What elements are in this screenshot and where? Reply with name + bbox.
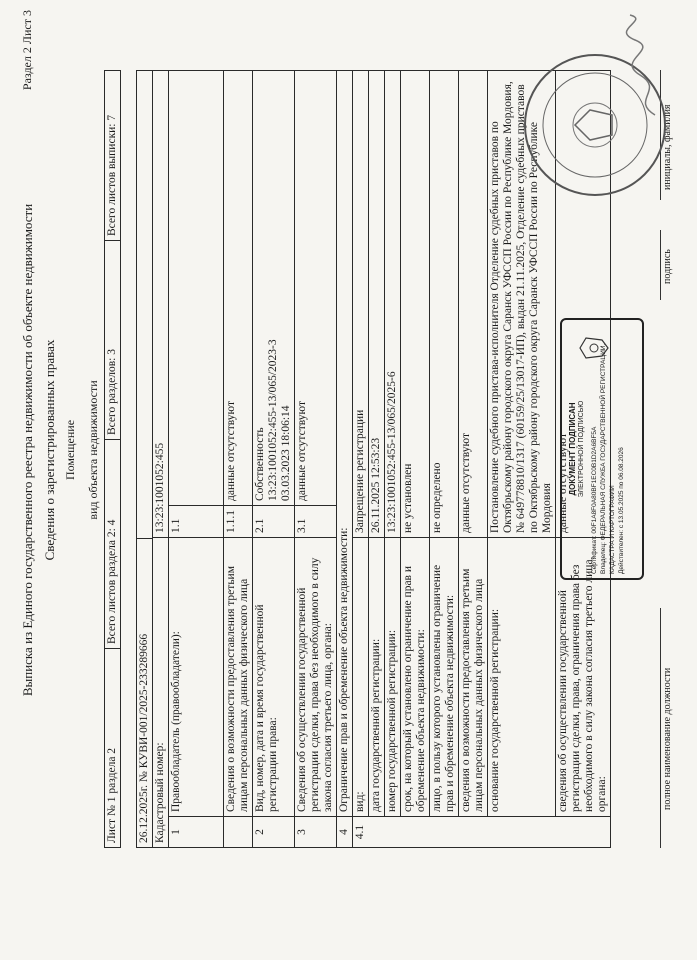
row-subnumber: 2.1 <box>253 506 295 538</box>
row-number: 4 <box>337 817 353 848</box>
restriction-item-value: не определено <box>430 71 459 538</box>
handwritten-signature-icon <box>620 10 670 120</box>
section-sheets-total: Всего листов раздела 2: 4 <box>105 440 121 649</box>
restriction-item-label: сведения о возможности предоставления третьим лицам персональных данных физического лица <box>459 538 488 817</box>
restriction-item-label: основание государственной регистрации: <box>488 538 556 817</box>
restriction-subnumber: 4.1 <box>353 817 611 848</box>
restriction-item-label: номер государственной регистрации: <box>385 538 401 817</box>
row-label: Сведения о возможности предоставления третьим лицам персональных данных физического лица <box>224 538 253 817</box>
restriction-item-value: не установлен <box>401 71 430 538</box>
row-subnumber: 1.1 <box>169 506 224 538</box>
restriction-item-label: срок, на который установлено ограничение прав и обременение объекта недвижимости: <box>401 538 430 817</box>
edoc-owner: Владелец: ФЕДЕРАЛЬНАЯ СЛУЖБА ГОСУДАРСТВЕННОЙ РЕГИСТРАЦИИ, КАДАСТРА И КАРТОГРАФИИ <box>600 343 616 574</box>
cadastral-number-row <box>137 71 153 539</box>
edoc-title: ДОКУМЕНТ ПОДПИСАН <box>568 402 577 496</box>
row-value: данные отсутствуют <box>224 71 253 506</box>
restriction-item-value: Запрещение регистрации <box>353 71 369 538</box>
edoc-subtitle: ЭЛЕКТРОННОЙ ПОДПИСЬЮ <box>578 400 585 498</box>
restriction-item-value: 26.11.2025 12:53:23 <box>369 71 385 538</box>
row-number: 2 <box>253 817 295 848</box>
row-number: 1 <box>169 817 224 848</box>
cadastral-value: 13:23:1001052:455 <box>153 71 169 538</box>
row-label: Правообладатель (правообладатели): <box>169 538 224 817</box>
row-label: Сведения об осуществлении государственной регистрации сделки, права без необходимого в силу закона согласия третьего лица, органа: <box>295 538 337 817</box>
restriction-item-value: Постановление судебного пристава-исполнителя Отделение судебных приставов по Октябрьскому району городского округа Саранск УФССП России по Республике Мордовия, № 649778810/1317 (60159/25/13017-ИП), выдан 21.11.2025, Отделение судебных приставов по Октябрьскому району городского округа Саранск УФССП России по Республике Мордовия <box>488 71 556 538</box>
row-label: Вид, номер, дата и время государственной регистрации права: <box>253 538 295 817</box>
footer-line <box>660 608 661 848</box>
section-label: Раздел 2 Лист 3 <box>20 10 34 91</box>
row-label: Ограничение прав и обременение объекта недвижимости: <box>337 71 353 817</box>
row-value <box>169 71 224 506</box>
row-number: 3 <box>295 817 337 848</box>
restriction-item-value: данные отсутствуют <box>459 71 488 538</box>
extract-sheets-total: Всего листов выписки: 7 <box>105 71 121 241</box>
row-subnumber: 1.1.1 <box>224 506 253 538</box>
emblem-icon <box>578 334 610 362</box>
restriction-item-value: данные отсутствуют <box>556 71 611 538</box>
edoc-valid: Действителен: с 13.05.2025 по 06.08.2026 <box>618 447 625 574</box>
sheet-info-table <box>104 70 121 848</box>
restriction-item-value: 13:23:1001052:455-13/065/2025-6 <box>385 71 401 538</box>
footer-signature-label: подпись <box>662 249 673 284</box>
row-subnumber: 3.1 <box>295 506 337 538</box>
object-kind-caption: Помещение <box>63 419 77 481</box>
edoc-certificate: Сертификат: 00F1A8F0A80BF1EC0B1D2A6BF5A <box>591 426 598 574</box>
document-subtitle: Сведения о зарегистрированных правах <box>42 339 57 561</box>
row-value: Собственность 13:23:1001052:455-13/065/2023-3 03.03.2023 18:06:14 <box>253 71 295 506</box>
restriction-item-label: вид: <box>353 538 369 817</box>
sheet-number: Лист № 1 раздела 2 <box>105 649 121 848</box>
restriction-item-label: лицо, в пользу которого установлены ограничение прав и обременение объекта недвижимости: <box>430 538 459 817</box>
footer-name-label: инициалы, фамилия <box>662 104 673 190</box>
object-kind-label: вид объекта недвижимости <box>86 380 100 520</box>
footer-line <box>660 230 661 300</box>
restriction-item-label: сведения об осуществлении государственной регистрации сделки, права, ограничения права без необходимого в силу закона согласия третьего лица, органа: <box>556 538 611 817</box>
meta-table <box>136 70 153 848</box>
restriction-item-label: дата государственной регистрации: <box>369 538 385 817</box>
date-number: 26.12.2025г. № КУВИ-001/2025-233289666 <box>137 539 153 848</box>
row-number <box>224 817 253 848</box>
cadastral-label: Кадастровый номер: <box>153 538 169 848</box>
sections-total: Всего разделов: 3 <box>105 241 121 440</box>
footer-position-label: полное наименование должности <box>662 667 673 810</box>
row-value: данные отсутствуют <box>295 71 337 506</box>
document-title: Выписка из Единого государственного реестра недвижимости об объекте недвижимости <box>20 203 35 697</box>
